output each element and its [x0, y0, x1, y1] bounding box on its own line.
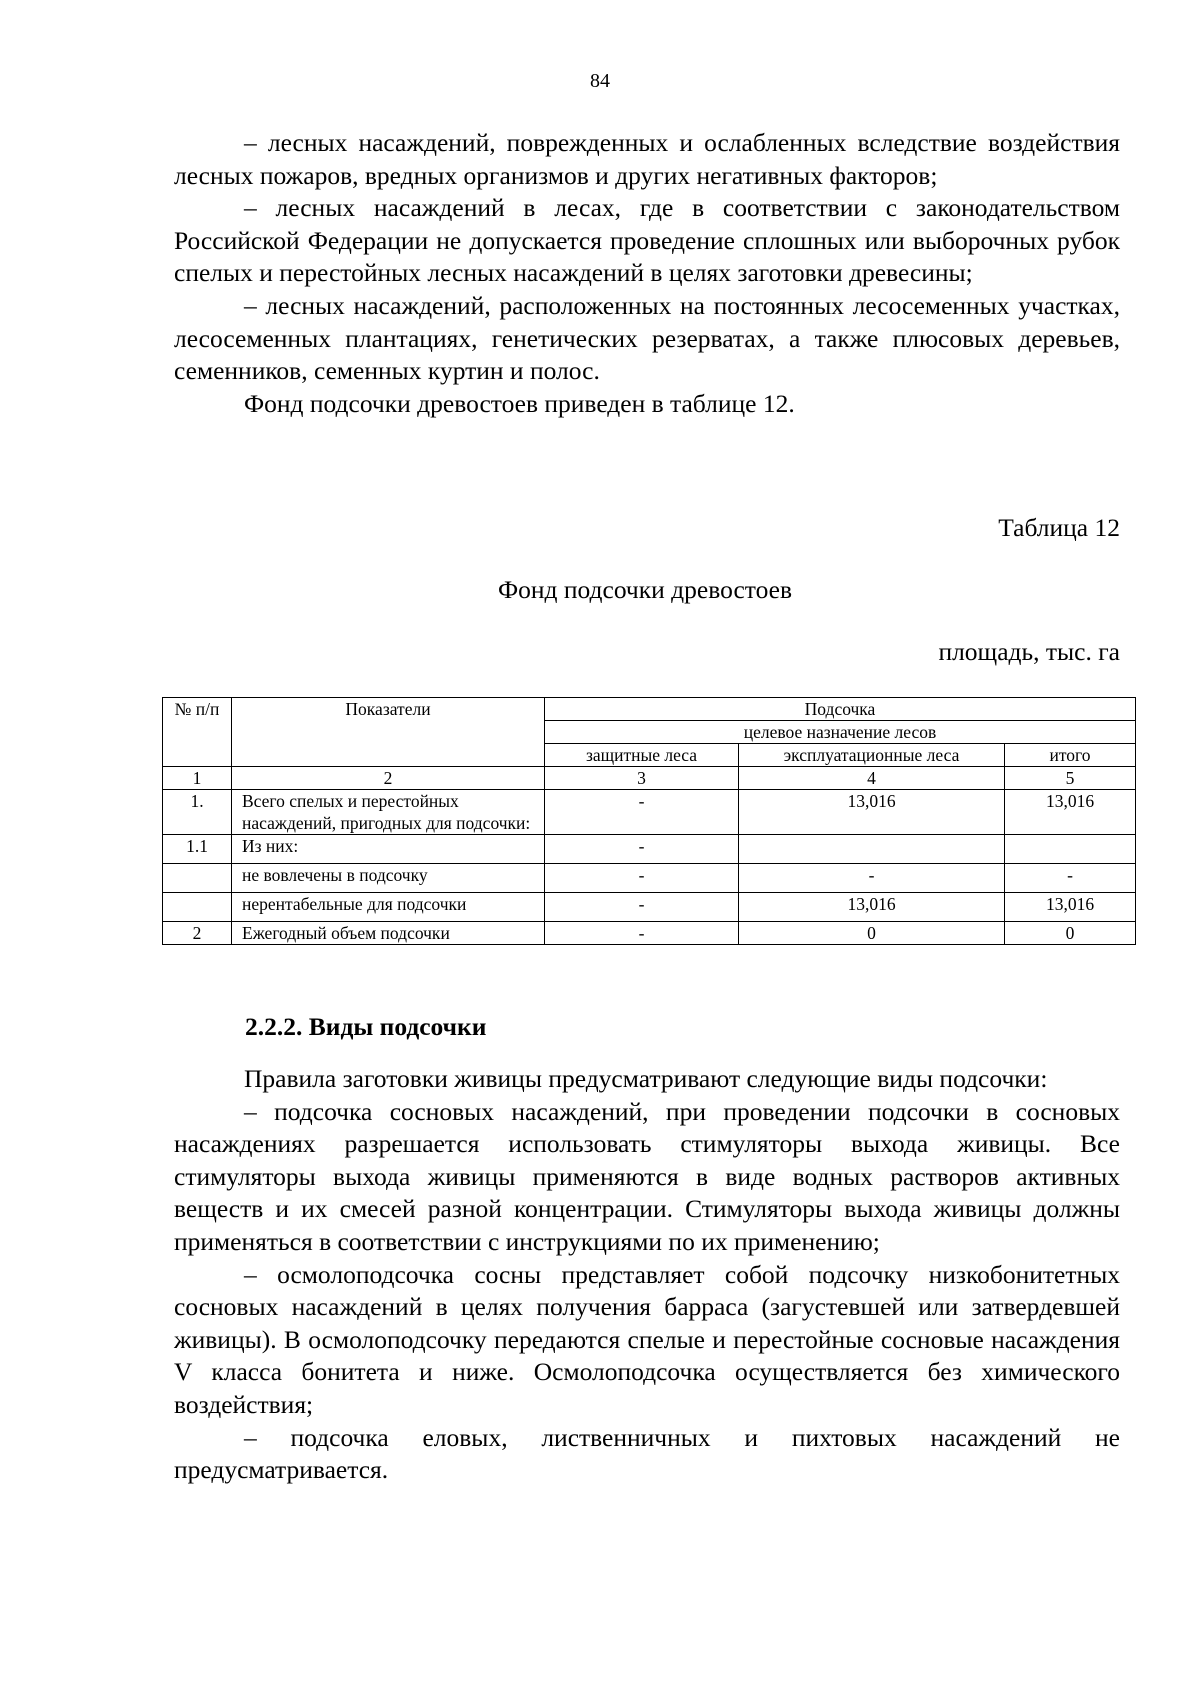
row-name: Ежегодный объем подсочки [232, 922, 545, 945]
row-total: - [1005, 864, 1136, 893]
section-paragraph-1: Правила заготовки живицы предусматривают следующие виды подсочки: [244, 1064, 1048, 1093]
col-number: 3 [545, 767, 739, 790]
section-paragraph-3: – осмолоподсочка сосны представляет собой подсочку низкобонитетных сосновых насаждений в целях получения барраса (загустевшей или затвердевшей живицы). В осмолоподсочку передаются спелые и перестойные сосновые насаждения V класса бонитета и ниже. Осмолоподсочка осуществляется без химического воздействия; [174, 1259, 1120, 1419]
row-num [163, 864, 232, 893]
table-row [163, 790, 1136, 835]
header-tapping: Подсочка [545, 698, 1136, 721]
row-num [163, 893, 232, 922]
col-number: 1 [163, 767, 232, 790]
column-number-row [163, 767, 1136, 790]
row-total: 13,016 [1005, 893, 1136, 922]
row-protective: - [545, 790, 739, 835]
row-name: Всего спелых и перестойных насаждений, пригодных для подсочки: [232, 790, 545, 835]
row-name: Из них: [232, 835, 545, 864]
row-num: 1.1 [163, 835, 232, 864]
table-row [163, 893, 1136, 922]
row-exploitation: 13,016 [739, 893, 1005, 922]
table-unit: площадь, тыс. га [938, 637, 1120, 666]
section-paragraph-4: – подсочка еловых, лиственничных и пихтовых насаждений не предусматривается. [174, 1422, 1120, 1485]
intro-paragraph-2: – лесных насаждений в лесах, где в соответствии с законодательством Российской Федерации не допускается проведение сплошных или выборочных рубок спелых и перестойных лесных насаждений в целях заготовки древесины; [174, 193, 1120, 288]
row-protective: - [545, 835, 739, 864]
section-paragraph-2: – подсочка сосновых насаждений, при проведении подсочки в сосновых насаждениях разрешается использовать стимуляторы выхода живицы. Все стимуляторы выхода живицы применяются в виде водных растворов активных веществ и их смесей разной концентрации. Стимуляторы выхода живицы должны применяться в соответствии с инструкциями по их применению; [174, 1096, 1120, 1256]
header-protective: защитные леса [545, 744, 739, 767]
row-protective: - [545, 864, 739, 893]
col-number: 5 [1005, 767, 1136, 790]
row-protective: - [545, 922, 739, 945]
row-exploitation [739, 835, 1005, 864]
row-total: 0 [1005, 922, 1136, 945]
page-number: 84 [590, 70, 610, 92]
table-title: Фонд подсочки древостоев [497, 575, 792, 604]
header-indicators: Показатели [232, 698, 545, 767]
header-total: итого [1005, 744, 1136, 767]
intro-paragraph-1: – лесных насаждений, поврежденных и ослабленных вследствие воздействия лесных пожаров, вредных организмов и других негативных факторов; [174, 128, 1120, 190]
tapping-fund-table [162, 697, 1136, 945]
header-num: № п/п [163, 698, 232, 767]
header-exploitation: эксплуатационные леса [739, 744, 1005, 767]
col-number: 2 [232, 767, 545, 790]
row-exploitation: 13,016 [739, 790, 1005, 835]
intro-paragraph-4: Фонд подсочки древостоев приведен в таблице 12. [244, 388, 795, 418]
header-purpose: целевое назначение лесов [545, 721, 1136, 744]
row-name: нерентабельные для подсочки [232, 893, 545, 922]
row-num: 2 [163, 922, 232, 945]
row-total: 13,016 [1005, 790, 1136, 835]
intro-paragraph-3: – лесных насаждений, расположенных на постоянных лесосеменных участках, лесосеменных плантациях, генетических резерватах, а также плюсовых деревьев, семенников, семенных куртин и полос. [174, 290, 1120, 386]
row-protective: - [545, 893, 739, 922]
table-label: Таблица 12 [998, 513, 1120, 542]
section-heading: 2.2.2. Виды подсочки [245, 1012, 487, 1041]
row-exploitation: 0 [739, 922, 1005, 945]
row-name: не вовлечены в подсочку [232, 864, 545, 893]
row-num: 1. [163, 790, 232, 835]
intro-text [174, 127, 1120, 420]
table-row [163, 864, 1136, 893]
col-number: 4 [739, 767, 1005, 790]
row-total [1005, 835, 1136, 864]
row-exploitation: - [739, 864, 1005, 893]
section-text [174, 1063, 1120, 1487]
table-row [163, 835, 1136, 864]
table-row [163, 922, 1136, 945]
